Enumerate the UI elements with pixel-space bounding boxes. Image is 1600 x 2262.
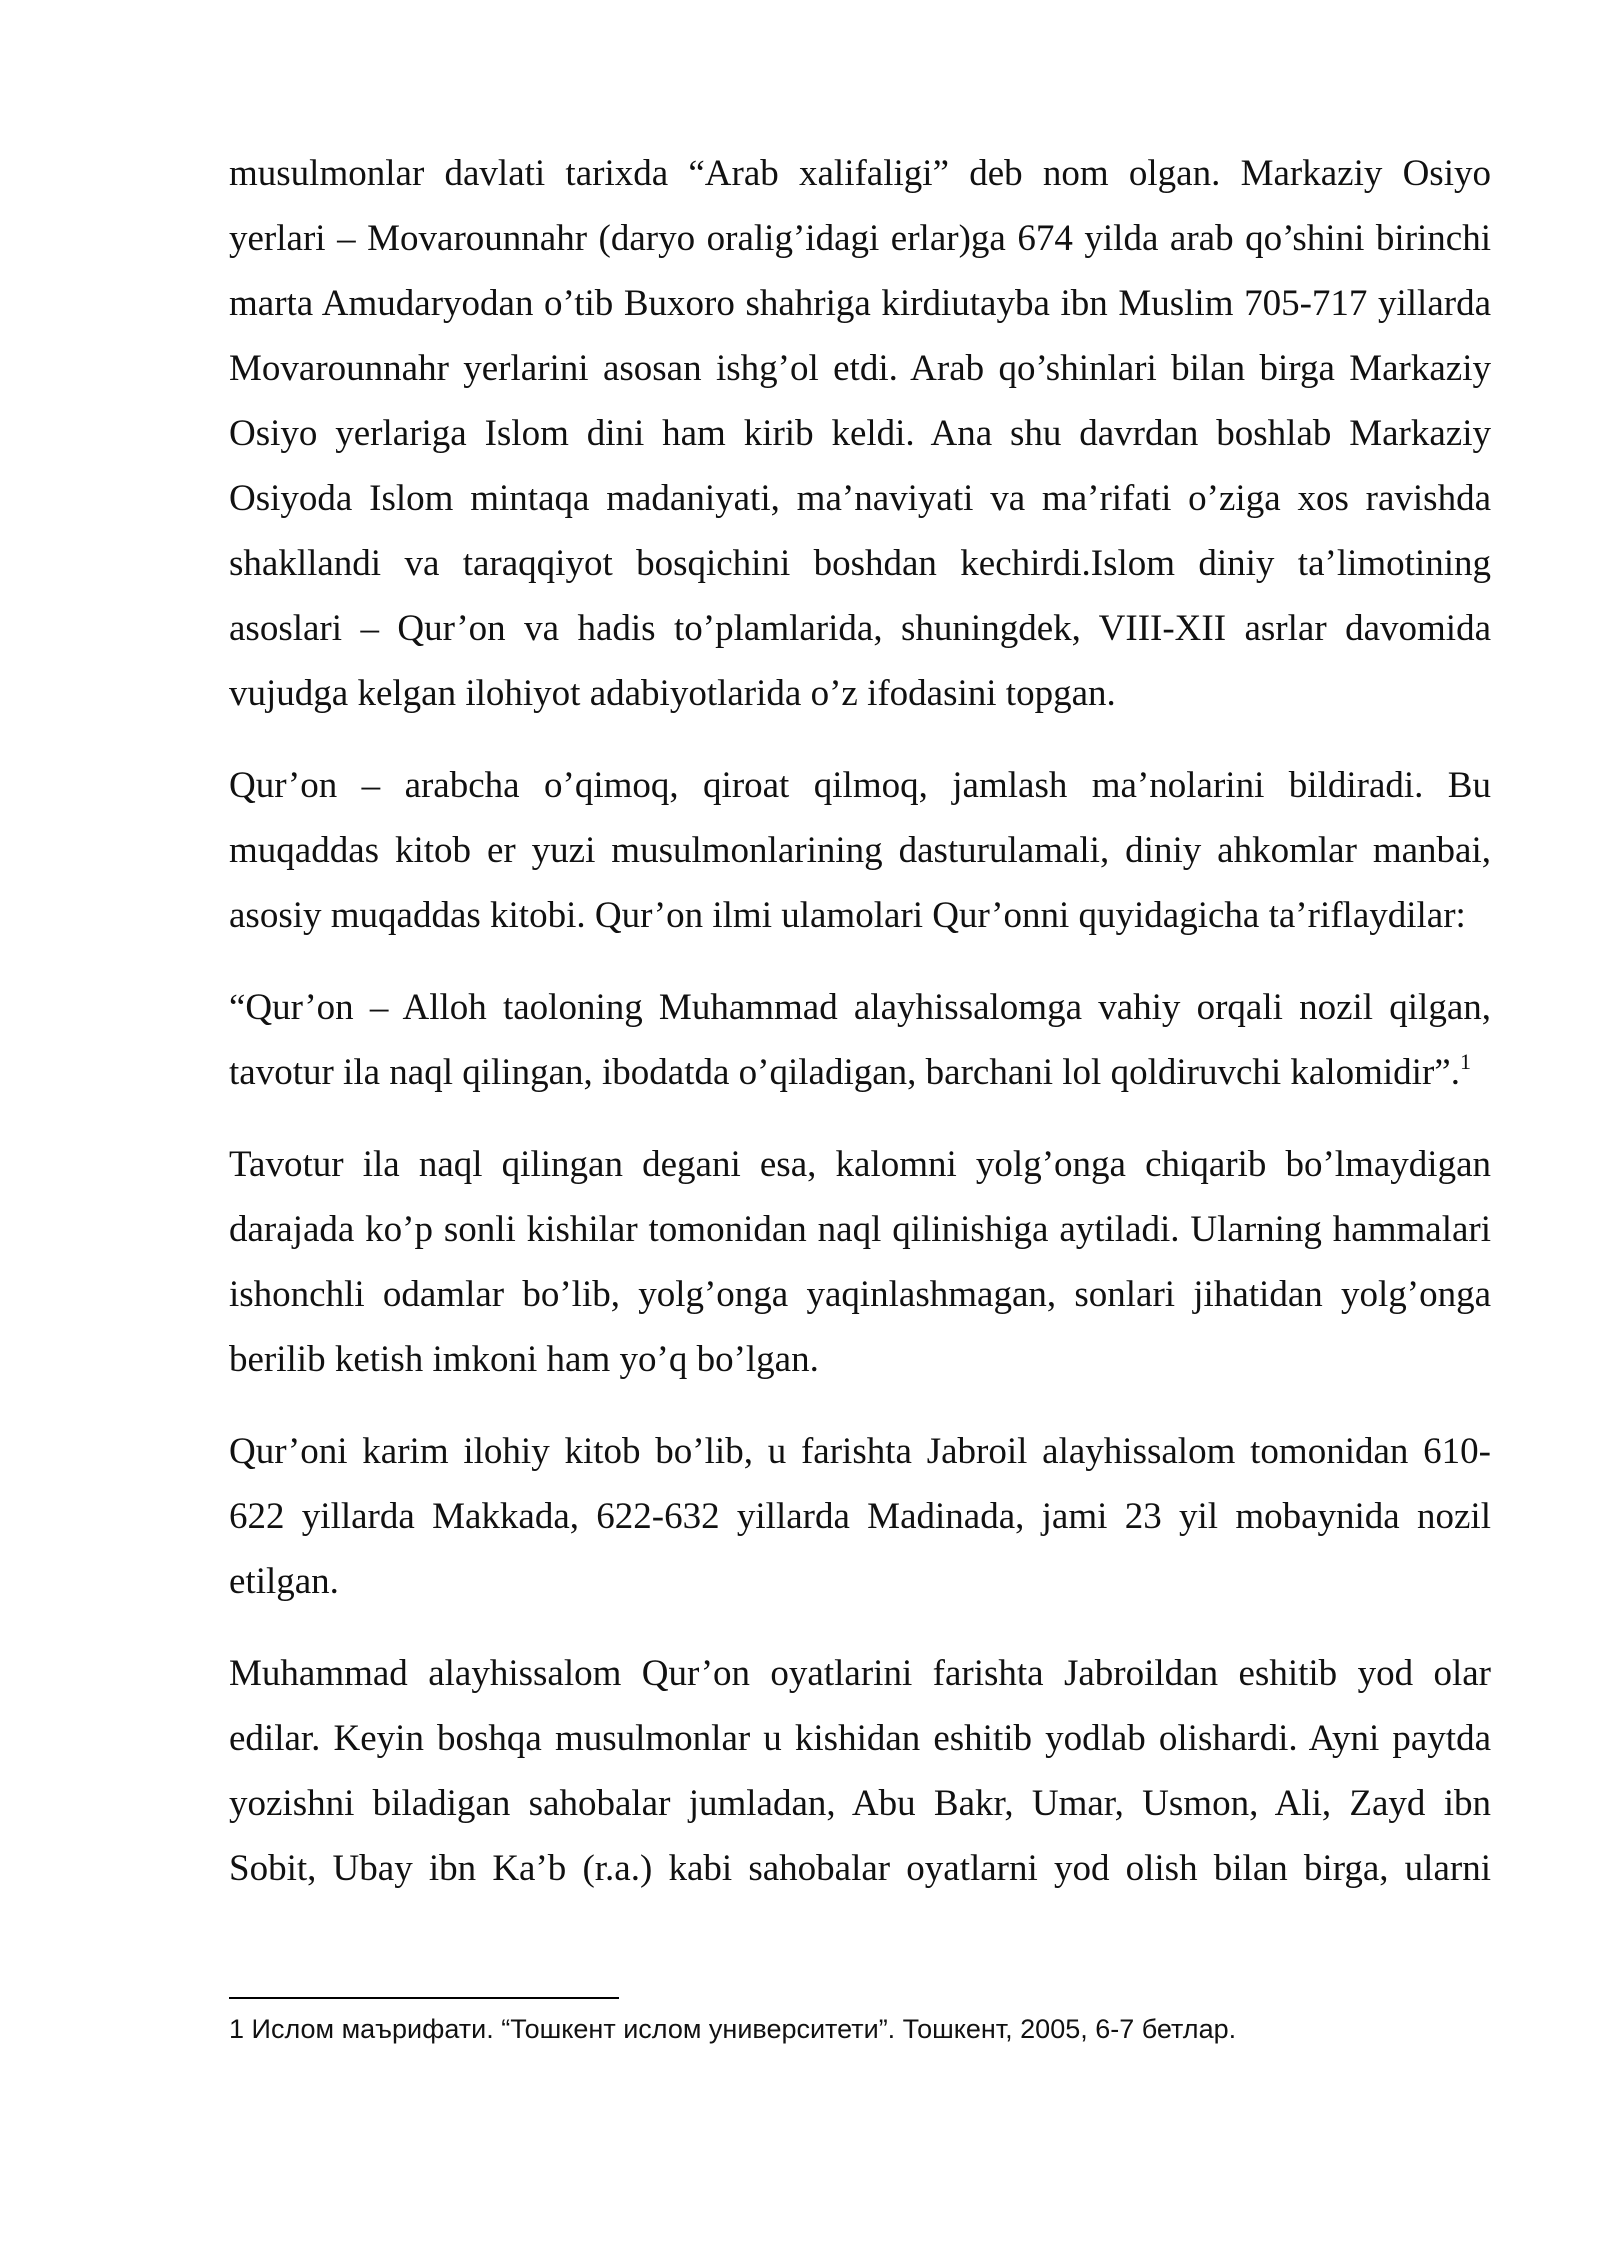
footnote-reference: 1 — [1459, 1049, 1471, 1074]
text-line: vujudga kelgan ilohiyot adabiyotlarida o’z ifodasini topgan. — [229, 673, 1116, 714]
quote-paragraph — [229, 975, 1491, 1105]
paragraph — [229, 753, 1491, 948]
text-line: “Qur’on – Alloh taoloning Muhammad alayhissalomga vahiy orqali nozil qilgan, — [229, 987, 1491, 1028]
text-line: shakllandi va taraqqiyot bosqichini boshdan kechirdi.Islom diniy ta’limotining — [229, 543, 1491, 584]
paragraph — [229, 1419, 1491, 1614]
text-line: ishonchli odamlar bo’lib, yolg’onga yaqinlashmagan, sonlari jihatidan yolg’onga — [229, 1274, 1491, 1315]
footnote — [229, 2011, 1236, 2047]
text-line — [229, 1040, 1491, 1105]
text-line: Tavotur ila naql qilingan degani esa, kalomni yolg’onga chiqarib bo’lmaydigan — [229, 1144, 1491, 1185]
text-line: Osiyoda Islom mintaqa madaniyati, ma’naviyati va ma’rifati o’ziga xos ravishda — [229, 478, 1491, 519]
text-line: Qur’on – arabcha o’qimoq, qiroat qilmoq, jamlash ma’nolarini bildiradi. Bu — [229, 765, 1491, 806]
footnote-number: 1 — [229, 2014, 245, 2044]
text-line: muqaddas kitob er yuzi musulmonlarining dasturulamali, diniy ahkomlar manbai, — [229, 830, 1491, 871]
paragraph — [229, 141, 1491, 726]
footnote-text: Ислом маърифати. “Тошкент ислом университети”. Тошкент, 2005, 6-7 бетлар. — [251, 2014, 1237, 2044]
text-line: marta Amudaryodan o’tib Buxoro shahriga kirdiutayba ibn Muslim 705-717 yillarda — [229, 283, 1491, 324]
text-line: Sobit, Ubay ibn Ka’b (r.a.) kabi sahobalar oyatlarni yod olish bilan birga, ularni — [229, 1848, 1491, 1889]
footnote-separator — [229, 1997, 619, 1999]
text-line: musulmonlar davlati tarixda “Arab xalifaligi” deb nom olgan. Markaziy Osiyo — [229, 153, 1491, 194]
text-line: Muhammad alayhissalom Qur’on oyatlarini farishta Jabroildan eshitib yod olar — [229, 1653, 1491, 1694]
text-line: asosiy muqaddas kitobi. Qur’on ilmi ulamolari Qur’onni quyidagicha ta’riflaydilar: — [229, 895, 1466, 936]
paragraph — [229, 1132, 1491, 1392]
text-line-content: tavotur ila naql qilingan, ibodatda o’qiladigan, barchani lol qoldiruvchi kalomidir”. — [229, 1052, 1460, 1093]
body-text — [229, 141, 1491, 1928]
text-line: berilib ketish imkoni ham yo’q bo’lgan. — [229, 1339, 819, 1380]
text-line: yozishni biladigan sahobalar jumladan, Abu Bakr, Umar, Usmon, Ali, Zayd ibn — [229, 1783, 1491, 1824]
text-line: 622 yillarda Makkada, 622-632 yillarda Madinada, jami 23 yil mobaynida nozil — [229, 1496, 1491, 1537]
paragraph — [229, 1641, 1491, 1901]
text-line: Osiyo yerlariga Islom dini ham kirib keldi. Ana shu davrdan boshlab Markaziy — [229, 413, 1491, 454]
text-line: Qur’oni karim ilohiy kitob bo’lib, u farishta Jabroil alayhissalom tomonidan 610- — [229, 1431, 1491, 1472]
text-line: Movarounnahr yerlarini asosan ishg’ol etdi. Arab qo’shinlari bilan birga Markaziy — [229, 348, 1491, 389]
text-line: etilgan. — [229, 1561, 339, 1602]
text-line: edilar. Keyin boshqa musulmonlar u kishidan eshitib yodlab olishardi. Ayni paytda — [229, 1718, 1491, 1759]
text-line: yerlari – Movarounnahr (daryo oralig’idagi erlar)ga 674 yilda arab qo’shini birinchi — [229, 218, 1491, 259]
text-line: darajada ko’p sonli kishilar tomonidan naql qilinishiga aytiladi. Ularning hammalari — [229, 1209, 1491, 1250]
text-line: asoslari – Qur’on va hadis to’plamlarida, shuningdek, VIII-XII asrlar davomida — [229, 608, 1491, 649]
